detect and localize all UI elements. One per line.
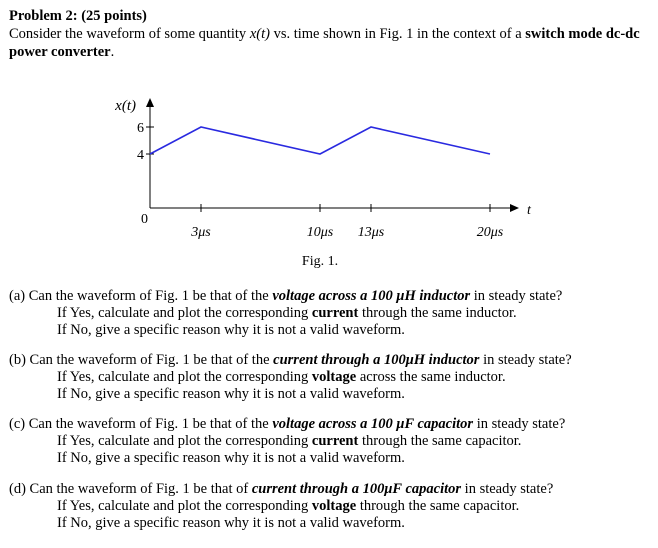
question-b-yes-bold: voltage [311,369,357,385]
question-a-yes-post: through the same inductor. [358,305,517,321]
question-c-yes-pre: If Yes, calculate and plot the corresponding [57,433,312,449]
question-c-yes [9,433,565,450]
question-a-main [9,288,562,305]
question-c-yes-bold: current [311,433,359,449]
question-b-post: in steady state? [479,352,572,368]
x-axis-label: t [527,203,531,218]
question-d-yes-post: through the same capacitor. [356,498,520,514]
question-b-pre: (b) Can the waveform of Fig. 1 be that of the [9,352,274,368]
waveform-line [150,127,490,154]
y-tick-label: 6 [137,121,144,136]
question-c-no: If No, give a specific reason why it is not a valid waveform. [57,450,405,466]
intro-text-2: vs. time shown in Fig. 1 in the context of a [269,26,526,42]
question-d-pre: (d) Can the waveform of Fig. 1 be that of [9,481,252,497]
question-d-no: If No, give a specific reason why it is not a valid waveform. [57,515,405,531]
question-d-yes [9,498,553,515]
question-b-yes-post: across the same inductor. [356,369,506,385]
question-a-no: If No, give a specific reason why it is not a valid waveform. [57,322,405,338]
problem-intro [9,25,658,61]
question-a-emph: voltage across a 100 μH inductor [272,288,471,304]
y-tick-label: 4 [137,148,144,163]
question-c-post: in steady state? [473,416,566,432]
question-b-yes [9,369,572,386]
figure-caption: Fig. 1. [301,254,339,268]
question-c-pre: (c) Can the waveform of Fig. 1 be that of the [9,416,273,432]
question-b-yes-pre: If Yes, calculate and plot the corresponding [57,369,312,385]
x-axis-arrow [510,204,519,212]
question-d-yes-pre: If Yes, calculate and plot the corresponding [57,498,312,514]
question-a-yes-bold: current [311,305,359,321]
question-a-yes [9,305,562,322]
question-b-emph: current through a 100μH inductor [273,352,480,368]
problem-header [9,7,658,61]
x-tick-label: 13μs [357,225,385,240]
x-tick-label: 10μs [306,225,334,240]
x-tick-label: 20μs [476,225,504,240]
question-d-main [9,481,553,498]
intro-end: . [110,44,115,60]
figure-1-chart [0,88,658,268]
origin-label: 0 [141,212,148,227]
question-d-yes-bold: voltage [311,498,357,514]
intro-variable: x(t) [249,26,270,42]
intro-text-1: Consider the waveform of some quantity [9,26,250,42]
question-b [9,352,572,403]
question-a [9,288,562,339]
y-ticks [137,121,154,163]
question-c-yes-post: through the same capacitor. [358,433,522,449]
question-c-emph: voltage across a 100 μF capacitor [272,416,474,432]
axes [114,98,532,227]
question-a-pre: (a) Can the waveform of Fig. 1 be that of the [9,288,273,304]
y-axis-arrow [146,98,154,107]
question-b-no: If No, give a specific reason why it is not a valid waveform. [57,386,405,402]
question-d-emph: current through a 100μF capacitor [251,481,462,497]
question-a-yes-pre: If Yes, calculate and plot the corresponding [57,305,312,321]
question-a-post: in steady state? [470,288,563,304]
question-b-main [9,352,572,369]
question-c [9,416,565,467]
y-axis-label: x(t) [115,98,136,114]
question-d [9,481,553,532]
intro-bold-text: switch mode dc-dc power converter [9,26,640,60]
question-c-main [9,416,565,433]
question-d-post: in steady state? [461,481,554,497]
x-ticks [190,204,504,240]
x-tick-label: 3μs [191,225,211,240]
problem-title: Problem 2: (25 points) [9,8,147,24]
